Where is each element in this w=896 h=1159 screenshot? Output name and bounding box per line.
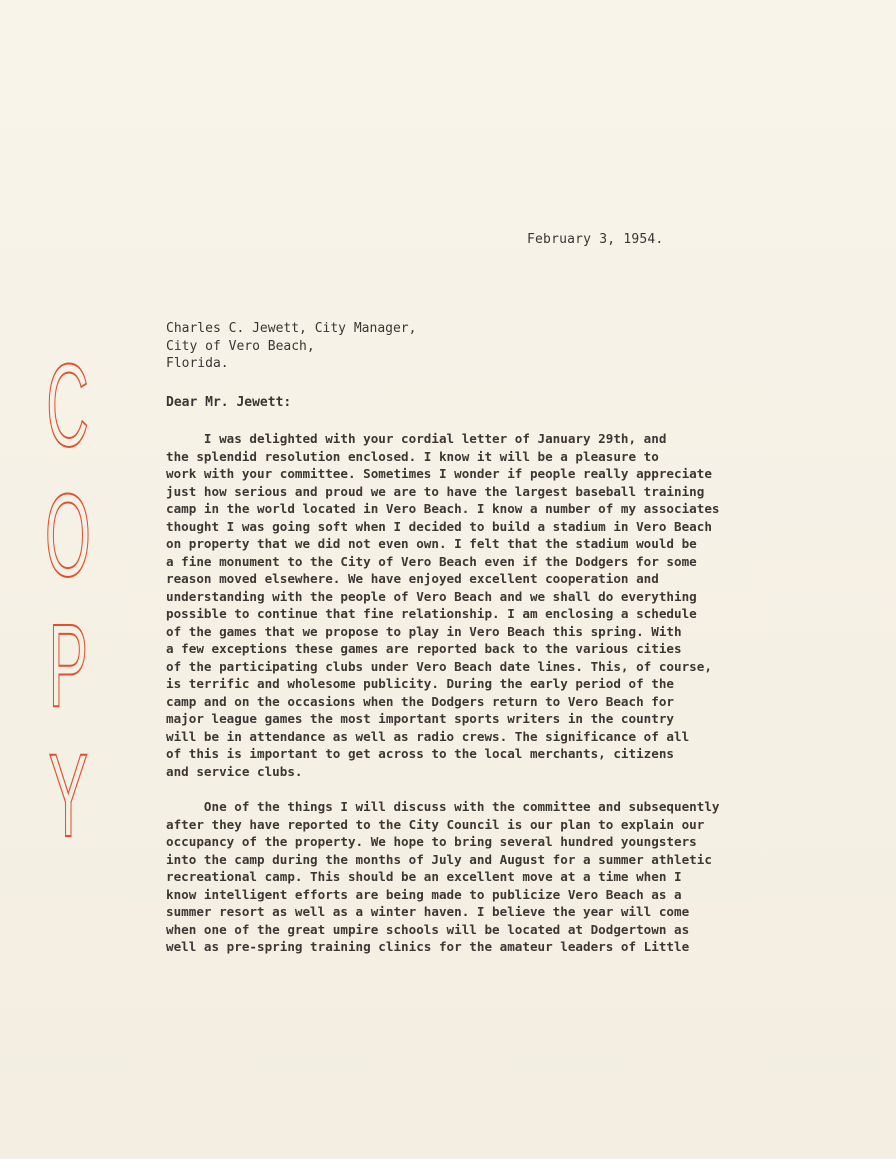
- paragraph-line: of the games that we propose to play in Vero Beach this spring. With: [166, 623, 682, 639]
- copy-stamp-letter-c: C: [46, 340, 90, 472]
- paragraph-line: into the camp during the months of July and August for a summer athletic: [166, 851, 712, 867]
- body-paragraph-1: [166, 430, 720, 780]
- paragraph-line: camp in the world located in Vero Beach. I know a number of my associates: [166, 501, 720, 516]
- copy-stamp-letter-y: Y: [48, 730, 88, 862]
- paragraph-line: on property that we did not even own. I felt that the stadium would be: [166, 536, 697, 551]
- address-line: City of Vero Beach,: [166, 338, 315, 354]
- paragraph-line: summer resort as well as a winter haven. I believe the year will come: [166, 904, 690, 919]
- paragraph-line: well as pre-spring training clinics for the amateur leaders of Little: [166, 939, 690, 954]
- paragraph-line: reason moved elsewhere. We have enjoyed excellent cooperation and: [166, 571, 659, 586]
- body-paragraph-2: [166, 798, 720, 956]
- copy-stamp: [42, 340, 94, 864]
- paragraph-line: One of the things I will discuss with the committee and subsequently: [166, 799, 720, 814]
- copy-stamp-letter-o: O: [45, 470, 91, 602]
- paragraph-line: recreational camp. This should be an excellent move at a time when I: [166, 869, 682, 884]
- paragraph-line: occupancy of the property. We hope to bring several hundred youngsters: [166, 834, 697, 849]
- paragraph-line: thought I was going soft when I decided to build a stadium in Vero Beach: [166, 518, 712, 534]
- paragraph-line: when one of the great umpire schools will be located at Dodgertown as: [166, 921, 690, 937]
- paragraph-line: after they have reported to the City Council is our plan to explain our: [166, 816, 705, 832]
- paragraph-line: of the participating clubs under Vero Beach date lines. This, of course,: [166, 658, 712, 674]
- paragraph-line: possible to continue that fine relationship. I am enclosing a schedule: [166, 606, 697, 621]
- paragraph-line: know intelligent efforts are being made to publicize Vero Beach as a: [166, 886, 682, 902]
- paragraph-line: understanding with the people of Vero Beach and we shall do everything: [166, 588, 697, 604]
- paragraph-line: major league games the most important sports writers in the country: [166, 711, 674, 726]
- paragraph-line: and service clubs.: [166, 763, 303, 779]
- paragraph-line: is terrific and wholesome publicity. During the early period of the: [166, 676, 674, 691]
- paragraph-line: of this is important to get across to the local merchants, citizens: [166, 746, 674, 761]
- letter-date: February 3, 1954.: [527, 232, 664, 247]
- copy-stamp-letter-p: P: [48, 600, 88, 732]
- salutation: Dear Mr. Jewett:: [166, 395, 292, 410]
- recipient-address: [166, 320, 416, 373]
- paragraph-line: work with your committee. Sometimes I wonder if people really appreciate: [166, 466, 712, 481]
- paragraph-line: I was delighted with your cordial letter of January 29th, and: [166, 431, 667, 446]
- paragraph-line: just how serious and proud we are to have the largest baseball training: [166, 483, 705, 499]
- paragraph-line: a fine monument to the City of Vero Beach even if the Dodgers for some: [166, 553, 697, 569]
- paragraph-line: will be in attendance as well as radio crews. The significance of all: [166, 728, 690, 744]
- address-line: Charles C. Jewett, City Manager,: [166, 321, 417, 336]
- paragraph-line: camp and on the occasions when the Dodgers return to Vero Beach for: [166, 693, 674, 709]
- paragraph-line: a few exceptions these games are reported back to the various cities: [166, 641, 682, 656]
- address-line: Florida.: [166, 356, 229, 371]
- paragraph-line: the splendid resolution enclosed. I know it will be a pleasure to: [166, 448, 659, 464]
